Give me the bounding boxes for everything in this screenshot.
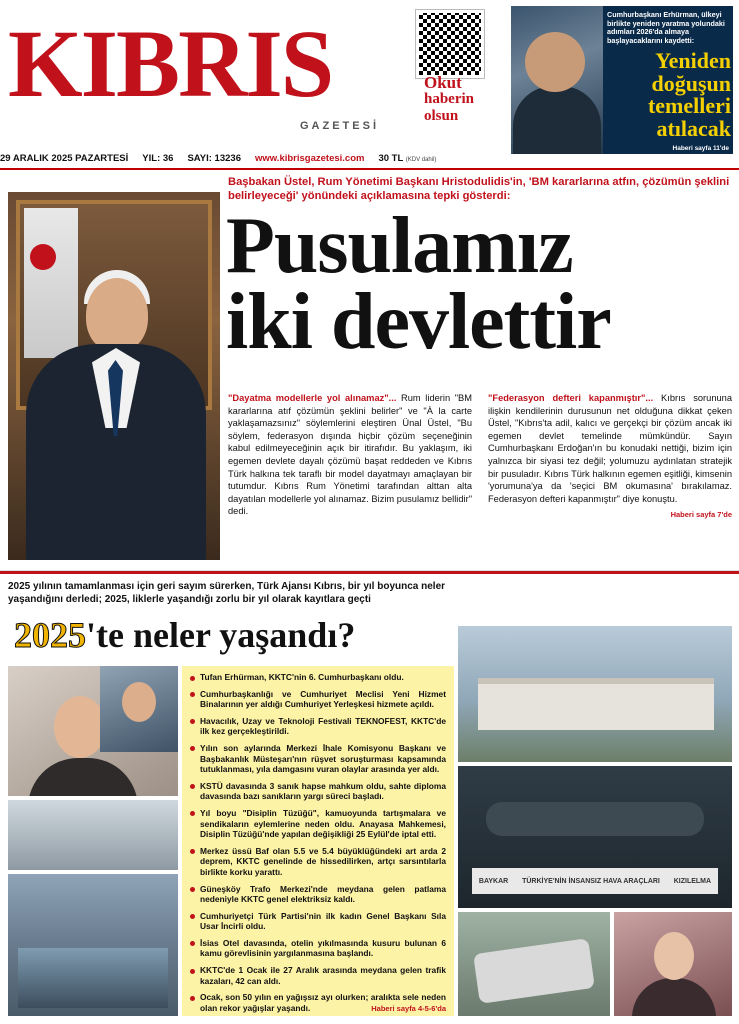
top-promo-box[interactable]	[511, 6, 733, 154]
lead-body-columns	[228, 392, 732, 522]
list-item: KKTC'de 1 Ocak ile 27 Aralık arasında meydana gelen trafik kazaları, 42 can aldı.	[190, 965, 446, 986]
lead-photo-person-head	[86, 278, 148, 352]
list-item: Cumhurbaşkanlığı ve Cumhuriyet Meclisi Yeni Hizmet Binalarının yer aldığı Cumhuriyet Yerleşkesi hizmete açıldı.	[190, 689, 446, 710]
qr-callout-line2: haberin	[424, 91, 475, 107]
bullet-list	[190, 672, 446, 1013]
list-item: Tufan Erhürman, KKTC'nin 6. Cumhurbaşkanı oldu.	[190, 672, 446, 683]
issue-number: SAYI: 13236	[187, 152, 241, 164]
year-review-intro: 2025 yılının tamamlanması için geri sayım sürerken, Türk Ajansı Kıbrıs, bir yıl boyunca neler yaşandığını derledi; 2025, liklerle yaşandığı zorlu bir yıl olarak kayıtlara geçti	[8, 581, 446, 605]
top-promo-headline	[605, 50, 731, 140]
flag-icon	[24, 208, 78, 358]
top-promo-page-ref: Haberi sayfa 11'de	[672, 145, 729, 152]
year-review-bullet-list	[182, 666, 454, 1016]
lead-page-ref: Haberi sayfa 7'de	[670, 510, 732, 520]
logo-wordmark: KIBRIS	[8, 10, 333, 117]
year-review-headline-rest: 'te neler yaşandı?	[86, 615, 356, 655]
list-item: Yılın son aylarında Merkezi İhale Komisyonu Başkanı ve Başbakanlık Müsteşarı'nın rüşvet soruşturması kapsamında tutuklanması, yıla damgasını vuran olaylar arasında yer aldı.	[190, 743, 446, 775]
website-link[interactable]: www.kibrisgazetesi.com	[254, 152, 365, 164]
list-item: KSTÜ davasında 3 sanık hapse mahkum oldu, sahte diploma davasında bazı sanıkların yargı süreci başladı.	[190, 781, 446, 802]
drone-banner	[472, 868, 718, 894]
year-review-page-ref: Haberi sayfa 4-5-6'da	[371, 1004, 446, 1013]
lead-column-2-text: Kıbrıs sorununa ilişkin kendilerinin durusunun net olduğuna dikkat çeken Üstel, "Kıbrıs'ta adil, kalıcı ve gerçekçi bir çözüm ancak iki egemen devlet temelinde mümkündür. Sayın Cumhurbaşkanı Erdoğan'ın bu konudaki nettiği, bizim için yalnızca bir siyasi tez değil; yolumuzu aydınlatan stratejik bir pusuladır. Kıbrıs Türk halkının egemen eşitliği, kimsenin 'yorumuna'ya da 'seçici BM okumasına' bırakılamaz. Federasyon defteri kapanmıştır" diye konuştu.	[488, 393, 733, 504]
review-photo-teknofest-drone	[458, 766, 732, 908]
drone-banner-text-3: KIZILELMA	[673, 877, 712, 885]
drone-banner-text-1: BAYKAR	[478, 877, 509, 885]
list-item: Havacılık, Uzay ve Teknoloji Festivali TEKNOFEST, KKTC'de ilk kez gerçekleştirildi.	[190, 716, 446, 737]
top-promo-headline-line-3: temelleri	[647, 93, 731, 118]
list-item: İsias Otel davasında, otelin yıkılmasında kusuru bulunan 6 kamu görevlisinin yargılanmasına başlandı.	[190, 938, 446, 959]
review-photo-traffic-accident	[458, 912, 610, 1016]
logo-subtitle: GAZETESİ	[300, 120, 380, 132]
list-item: Ocak, son 50 yılın en yağışsız ayı olurken; aralıkta sele neden olan rekor yağışlar yaşandı.	[190, 992, 446, 1013]
lead-column-2-lead-in: "Federasyon defteri kapanmıştır"...	[488, 393, 654, 403]
top-promo-headline-line-4: atılacak	[656, 115, 731, 141]
list-item: Merkez üssü Baf olan 5.5 ve 5.4 büyüklüğündeki art arda 2 deprem, KKTC genelinde de hissedilirken, artçı sarsıntılarla birlikte korku yarattı.	[190, 846, 446, 878]
top-promo-headline-line-2: doğuşun	[651, 70, 731, 96]
review-photo-singer	[614, 912, 732, 1016]
newspaper-logo	[8, 12, 428, 132]
qr-callout-line3: olsun	[424, 108, 459, 124]
review-photo-cumhuriyet-campus	[458, 626, 732, 762]
publication-date: 29 ARALIK 2025 PAZARTESİ	[0, 152, 129, 164]
drone-banner-text-2: TÜRKİYE'NİN İNSANSIZ HAVA ARAÇLARI	[522, 877, 660, 885]
masthead	[0, 0, 739, 170]
list-item: Güneşköy Trafo Merkezi'nde meydana gelen patlama nedeniyle KKTC genel elektriksiz kaldı.	[190, 884, 446, 905]
review-photo-snow	[8, 800, 178, 870]
lead-kicker: Başbakan Üstel, Rum Yönetimi Başkanı Hristodulidis'in, 'BM kararlarına atfın, çözümün şeklini belirleyeceği' yönündeki açıklamasına tepki gösterdi:	[228, 176, 730, 202]
cover-price-value: 30 TL	[378, 152, 404, 164]
lead-story	[0, 170, 739, 571]
year-review-headline	[14, 616, 355, 654]
year-review-section	[0, 571, 739, 1024]
top-promo-kicker: Cumhurbaşkanı Erhürman, ülkeyi birlikte yeniden yaratma yolundaki adımları 2026'da almaya başlayacaklarını kaydetti:	[607, 10, 725, 45]
year-review-year: 2025	[14, 615, 86, 655]
lead-column-1-text: Rum liderin "BM kararlarına atıf çözümün şeklini belirler" ve "À la carte yaklaşamazsınız" söylemlerini eleştiren Ünal Üstel, "Bu söylem, federasyon dışında hiçbir çözüm seçeneğinin kabul edilmeyeceğinin açık bir itirafıdır. Bu yaklaşım, iki egemen devlete dayalı çözümü başat reddeden ve Kıbrıs Türk halkına tek taraflı bir model dayatmayı amaçlayan bir tutumdur. Kıbrıs Rum Yönetimi tarafından alttan alta dayatılan modellerle yol alınamaz. Bizim pusulamız bellidir" dedi.	[228, 393, 472, 517]
top-promo-photo	[511, 6, 603, 154]
review-photo-flood	[8, 874, 178, 1016]
list-item: Yıl boyu "Disiplin Tüzüğü", kamuoyunda tartışmalara ve sendikaların eylemlerine neden oldu. Anayasa Mahkemesi, Disiplin Tüzüğü'nde yapılan değişikliği 25 Eylül'de iptal etti.	[190, 808, 446, 840]
top-promo-headline-line-1: Yeniden	[655, 48, 731, 73]
review-photo-erhurman	[100, 666, 178, 752]
lead-column-1-lead-in: "Dayatma modellerle yol alınamaz"...	[228, 393, 397, 403]
list-item: Cumhuriyetçi Türk Partisi'nin ilk kadın Genel Başkanı Sıla Usar İncirli oldu.	[190, 911, 446, 932]
qr-callout	[424, 74, 514, 125]
lead-body-column-2	[488, 392, 732, 522]
publication-year: YIL: 36	[142, 152, 174, 164]
lead-headline	[226, 202, 734, 366]
masthead-info-bar	[0, 148, 500, 168]
lead-headline-line-2: iki devlettir	[226, 278, 611, 366]
lead-photo	[8, 192, 220, 560]
cover-price-note: (KDV dahil)	[405, 156, 437, 163]
lead-body-column-1	[228, 392, 472, 522]
qr-callout-line1: Okut	[424, 73, 462, 92]
cover-price	[378, 153, 436, 164]
lead-headline-line-1: Pusulamız	[226, 202, 573, 290]
qr-code-icon[interactable]	[416, 10, 484, 78]
